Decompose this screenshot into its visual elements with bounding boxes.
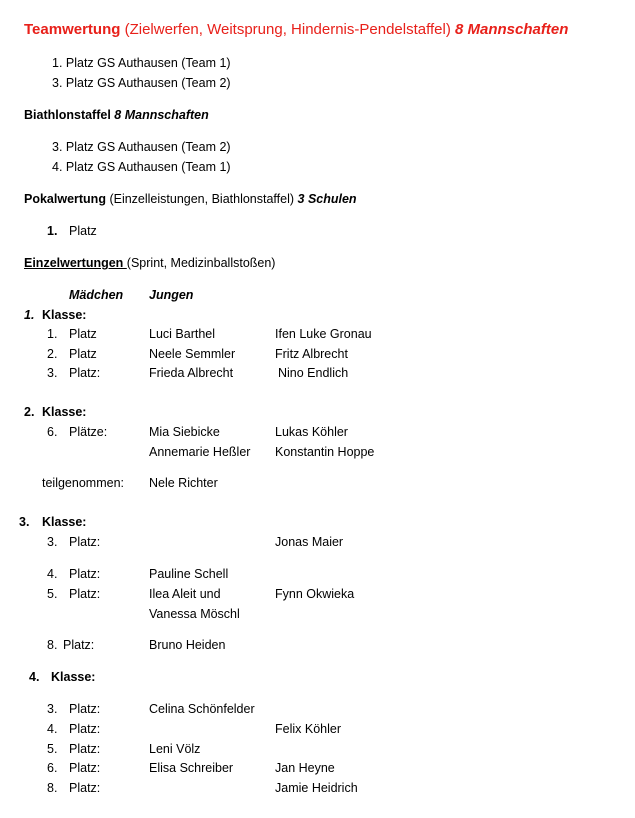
einzel-title-details: (Sprint, Medizinballstoßen) <box>126 256 276 270</box>
pokal-place-number: 1. <box>47 224 58 238</box>
klasse4-row1-label: Platz: <box>69 702 101 716</box>
klasse1-row2-boy: Fritz Albrecht <box>275 347 348 361</box>
team-result-2: 3. Platz GS Authausen (Team 2) <box>52 76 231 90</box>
klasse2-label: Klasse: <box>42 405 87 419</box>
klasse3-extra-girl: Vanessa Möschl <box>149 607 240 621</box>
klasse4-row5-number: 8. <box>47 781 58 795</box>
einzel-title: Einzelwertungen <box>24 256 127 270</box>
pokal-title: Pokalwertung <box>24 192 106 206</box>
klasse3-row8-girl: Bruno Heiden <box>149 638 226 652</box>
klasse4-number: 4. <box>29 670 40 684</box>
klasse4-row2-boy: Felix Köhler <box>275 722 341 736</box>
klasse2-row-number: 6. <box>47 425 58 439</box>
biathlon-result-1: 3. Platz GS Authausen (Team 2) <box>52 140 231 154</box>
klasse1-number: 1. <box>24 308 35 322</box>
klasse4-row3-number: 5. <box>47 742 58 756</box>
team-heading <box>24 20 568 40</box>
klasse1-row3-boy: Nino Endlich <box>278 366 349 380</box>
klasse1-row2-label: Platz <box>69 347 97 361</box>
klasse4-label: Klasse: <box>51 670 96 684</box>
pokal-title-details: (Einzelleistungen, Biathlonstaffel) <box>105 192 298 206</box>
pokal-place-label: Platz <box>69 224 97 238</box>
klasse1-row2-girl: Neele Semmler <box>149 347 236 361</box>
klasse2-participated-label: teilgenommen: <box>42 476 124 490</box>
klasse4-row4-number: 6. <box>47 761 58 775</box>
klasse1-row1-boy: Ifen Luke Gronau <box>275 327 372 341</box>
pokal-heading <box>24 191 357 207</box>
klasse1-label: Klasse: <box>42 308 87 322</box>
pokal-count: 3 Schulen <box>297 192 357 206</box>
klasse3-row3-girl: Ilea Aleit und <box>149 587 221 601</box>
klasse4-row2-label: Platz: <box>69 722 101 736</box>
column-header-boys: Jungen <box>149 288 194 302</box>
klasse1-row1-label: Platz <box>69 327 97 341</box>
klasse3-row8-label: Platz: <box>63 638 95 652</box>
klasse3-row3-number: 5. <box>47 587 58 601</box>
einzel-heading <box>24 255 275 271</box>
klasse4-row1-number: 3. <box>47 702 58 716</box>
klasse3-row2-number: 4. <box>47 567 58 581</box>
klasse3-row8-number: 8. <box>47 638 58 652</box>
team-title: Teamwertung <box>24 21 121 38</box>
klasse1-row3-label: Platz: <box>69 366 101 380</box>
klasse3-row3-boy: Fynn Okwieka <box>275 587 355 601</box>
team-count: 8 Mannschaften <box>455 21 569 38</box>
biathlon-result-2: 4. Platz GS Authausen (Team 1) <box>52 160 231 174</box>
team-result-1: 1. Platz GS Authausen (Team 1) <box>52 56 231 70</box>
team-title-details: (Zielwerfen, Weitsprung, Hindernis-Pendelstaffel) <box>120 21 455 38</box>
klasse4-row5-boy: Jamie Heidrich <box>275 781 358 795</box>
klasse1-row3-number: 3. <box>47 366 58 380</box>
klasse4-row3-label: Platz: <box>69 742 101 756</box>
column-header-girls: Mädchen <box>69 288 124 302</box>
biathlon-heading <box>24 107 209 123</box>
klasse1-row3-girl: Frieda Albrecht <box>149 366 234 380</box>
klasse3-number: 3. <box>19 515 30 529</box>
klasse4-row3-girl: Leni Völz <box>149 742 201 756</box>
klasse4-row4-girl: Elisa Schreiber <box>149 761 234 775</box>
klasse3-label: Klasse: <box>42 515 87 529</box>
klasse4-row4-label: Platz: <box>69 761 101 775</box>
klasse4-row5-label: Platz: <box>69 781 101 795</box>
klasse3-row2-girl: Pauline Schell <box>149 567 229 581</box>
klasse1-row2-number: 2. <box>47 347 58 361</box>
klasse2-girl-1: Mia Siebicke <box>149 425 220 439</box>
klasse2-row-label: Plätze: <box>69 425 108 439</box>
klasse1-row1-girl: Luci Barthel <box>149 327 216 341</box>
klasse3-row1-number: 3. <box>47 535 58 549</box>
klasse2-boy-1: Lukas Köhler <box>275 425 348 439</box>
klasse3-row3-label: Platz: <box>69 587 101 601</box>
klasse3-row1-label: Platz: <box>69 535 101 549</box>
klasse1-row1-number: 1. <box>47 327 58 341</box>
klasse2-participated-name: Nele Richter <box>149 476 218 490</box>
klasse4-row4-boy: Jan Heyne <box>275 761 335 775</box>
klasse2-girl-2: Annemarie Heßler <box>149 445 251 459</box>
klasse2-number: 2. <box>24 405 35 419</box>
biathlon-count: 8 Mannschaften <box>114 108 209 122</box>
biathlon-title: Biathlonstaffel <box>24 108 115 122</box>
klasse3-row2-label: Platz: <box>69 567 101 581</box>
klasse2-boy-2: Konstantin Hoppe <box>275 445 375 459</box>
klasse4-row1-girl: Celina Schönfelder <box>149 702 255 716</box>
klasse3-row1-boy: Jonas Maier <box>275 535 344 549</box>
klasse4-row2-number: 4. <box>47 722 58 736</box>
